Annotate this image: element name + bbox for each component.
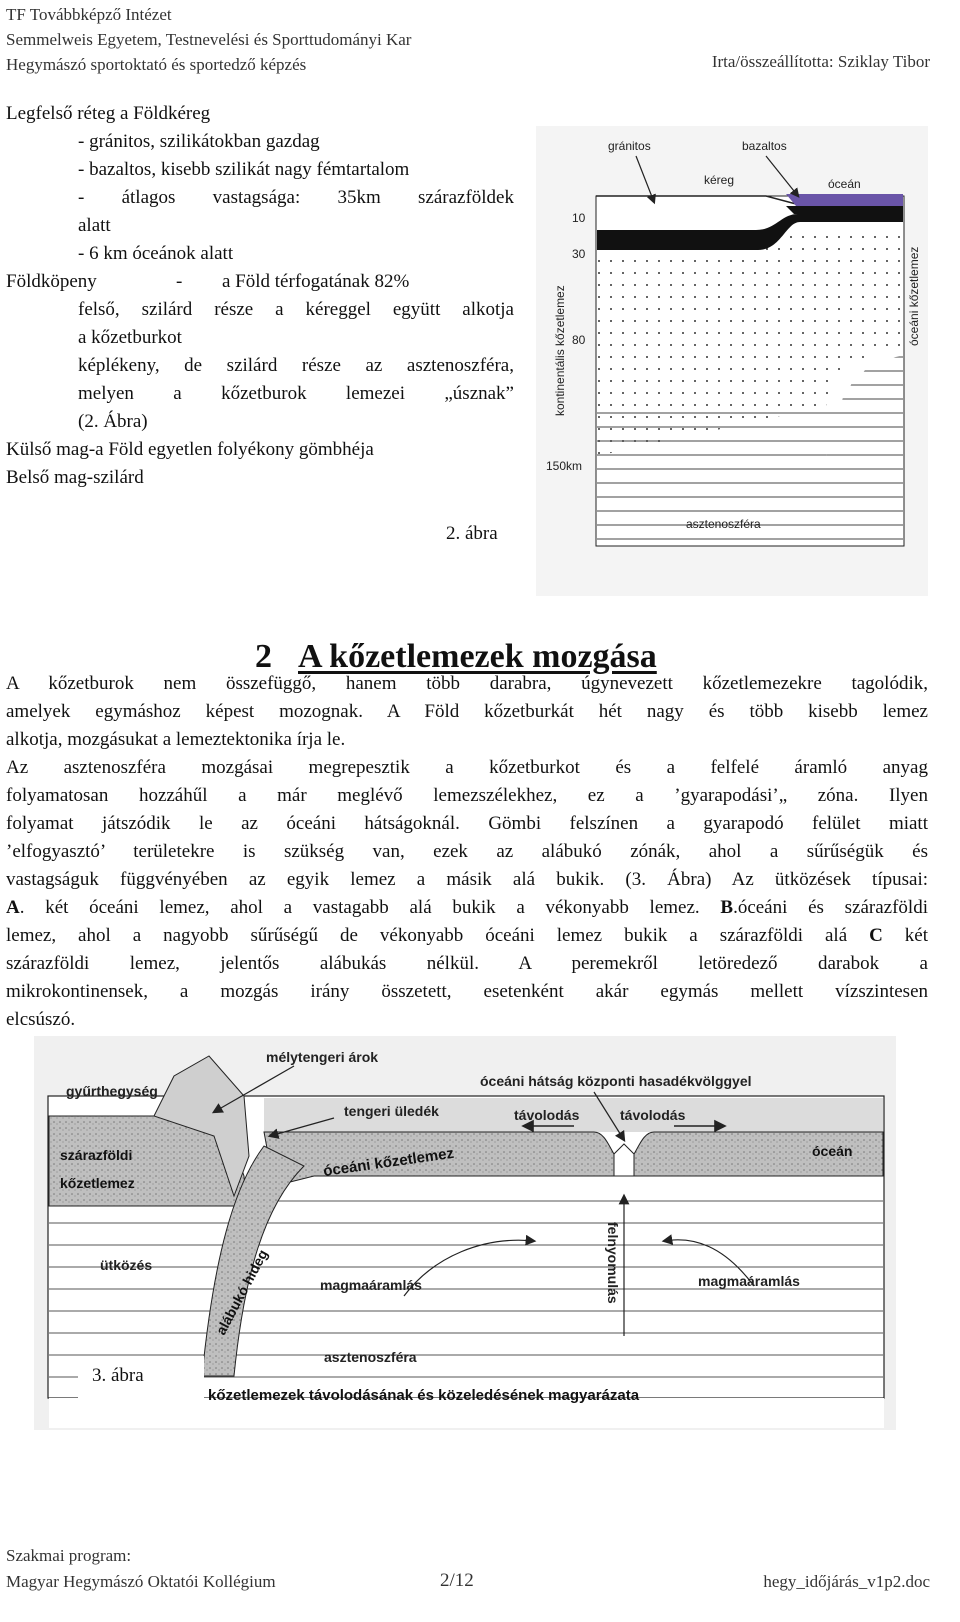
label-divergence-right: távolodás <box>620 1107 686 1123</box>
depth-80: 80 <box>572 333 586 347</box>
label-trench: mélytengeri árok <box>266 1049 379 1065</box>
section-title: A kőzetlemezek mozgása <box>298 638 657 675</box>
label-divergence-left: távolodás <box>514 1107 580 1123</box>
section-number: 2 <box>255 638 272 675</box>
label-continental: szárazföldi <box>60 1147 133 1163</box>
ocean-water <box>786 194 903 206</box>
body-line: folyamatosan hozzáhűl a már meglévő lemezszélekhez, ez a ’gyarapodási’„ zóna. Ilyen <box>6 785 928 806</box>
header-university: Semmelweis Egyetem, Testnevelési és Sporttudományi Kar <box>6 30 412 49</box>
mantle-item: a kőzetburkot <box>78 327 182 348</box>
crust-title: Legfelső réteg a Földkéreg <box>6 103 211 124</box>
body-line-type-c: lemez, ahol a nagyobb sűrűségű de vékonyabb óceáni lemez bukik a szárazföldi alá C két <box>6 925 928 946</box>
header-author: Irta/összeállította: Sziklay Tibor <box>711 52 930 71</box>
label-plate: kőzetlemez <box>60 1175 135 1191</box>
footer-organization: Magyar Hegymászó Oktatói Kollégium <box>6 1572 276 1591</box>
body-line: amelyek egymáshoz képest mozognak. A Föld kőzetburkát hét nagy és több kisebb lemez <box>6 701 928 722</box>
body-line: folyamat játszódik le az óceáni hátságoknál. Gömbi felszínen a gyarapodó felület miatt <box>6 813 928 834</box>
body-paragraph <box>6 670 928 1034</box>
label-asthenosphere: asztenoszféra <box>686 517 761 531</box>
inner-core-text: Belső mag-szilárd <box>6 467 144 488</box>
mantle-item: (2. Ábra) <box>78 411 148 432</box>
body-line: ’elfogyasztó’ területekre is szükség van, ezek az alábukó zónák, ahol a sűrűségük és <box>6 841 928 862</box>
label-oceanic-plate: óceáni kőzetlemez <box>322 1144 455 1180</box>
label-granitos: gránitos <box>608 139 651 153</box>
footer-program: Szakmai program: <box>6 1546 132 1565</box>
mantle-item: melyen a kőzetburok lemezei „úsznak” <box>78 383 514 404</box>
mantle-dash: - <box>176 271 183 292</box>
label-magma-flow-left: magmaáramlás <box>320 1277 422 1293</box>
crust-item: - gránitos, szilikátokban gazdag <box>78 131 320 152</box>
footer-page-number: 2/12 <box>440 1570 474 1591</box>
body-line: mikrokontinensek, a mozgás irány összetett, esetenként akár egymás mellett vízszintesen <box>6 981 928 1002</box>
body-line: Az asztenoszféra mozgásai megrepesztik a kőzetburkot és a felfelé áramló anyag <box>6 757 928 778</box>
depth-150km: 150km <box>546 459 583 473</box>
label-marine-sediment: tengeri üledék <box>344 1103 439 1119</box>
label-ocean: óceán <box>828 177 861 191</box>
figure-2-lithosphere-diagram <box>536 126 928 596</box>
body-line: elcsúszó. <box>6 1009 76 1030</box>
label-magma-flow-right: magmaáramlás <box>698 1273 800 1289</box>
label-oceanic-plate: óceáni kőzetlemez <box>907 246 921 346</box>
crust-item: alatt <box>78 215 111 236</box>
header-institute: TF Továbbképző Intézet <box>6 5 172 24</box>
crust-item: - 6 km óceánok alatt <box>78 243 234 264</box>
mantle-label: Földköpeny <box>6 271 97 292</box>
body-line: A kőzetburok nem összefüggő, hanem több darabra, úgynevezett kőzetlemezekre tagolódik, <box>6 673 928 694</box>
figure-2-caption: 2. ábra <box>446 523 498 544</box>
label-subducting-cold: alábukó hideg <box>212 1246 271 1338</box>
crust-item: - bazaltos, kisebb szilikát nagy fémtartalom <box>78 159 410 180</box>
figure-3-caption: 3. ábra <box>78 1356 204 1420</box>
body-line-types-ab: A. két óceáni lemez, ahol a vastagabb alá bukik a vékonyabb lemez. B.óceáni és szárazföldi <box>6 897 928 918</box>
outer-core-text: Külső mag-a Föld egyetlen folyékony gömbhéja <box>6 439 374 460</box>
label-fold-mountain: gyűrthegység <box>66 1083 158 1099</box>
header-course: Hegymászó sportoktató és sportedző képzés <box>6 55 307 74</box>
mantle-text: a Föld térfogatának 82% <box>222 271 410 292</box>
body-line: szárazföldi lemez, jelentős alábukás nélkül. A peremekről letöredező darabok a <box>6 953 928 974</box>
label-bazaltos: bazaltos <box>742 139 787 153</box>
mantle-item: felső, szilárd része a kéreggel együtt alkotja <box>78 299 514 320</box>
footer-filename: hegy_időjárás_v1p2.doc <box>763 1572 930 1591</box>
label-kereg: kéreg <box>704 173 735 187</box>
label-ridge: óceáni hátság központi hasadékvölggyel <box>480 1073 752 1089</box>
label-upwelling: felnyomulás <box>605 1222 621 1304</box>
mantle-item: képlékeny, de szilárd része az asztenoszféra, <box>78 355 514 376</box>
label-collision: ütközés <box>100 1257 153 1273</box>
body-line: alkotja, mozgásukat a lemeztektonika írja le. <box>6 729 346 750</box>
depth-30: 30 <box>572 247 586 261</box>
crust-item: - átlagos vastagsága: 35km szárazföldek <box>78 187 514 208</box>
label-ocean: óceán <box>812 1143 853 1159</box>
figure-3-title: kőzetlemezek távolodásának és közeledésének magyarázata <box>208 1387 640 1404</box>
body-line: vastagságuk függvényében az egyik lemez a másik alá bukik. (3. Ábra) Az ütközések típusai: <box>6 869 928 890</box>
depth-10: 10 <box>572 211 586 225</box>
label-asthenosphere: asztenoszféra <box>324 1349 417 1365</box>
label-continental-plate: kontinentális kőzetlemez <box>553 285 567 416</box>
